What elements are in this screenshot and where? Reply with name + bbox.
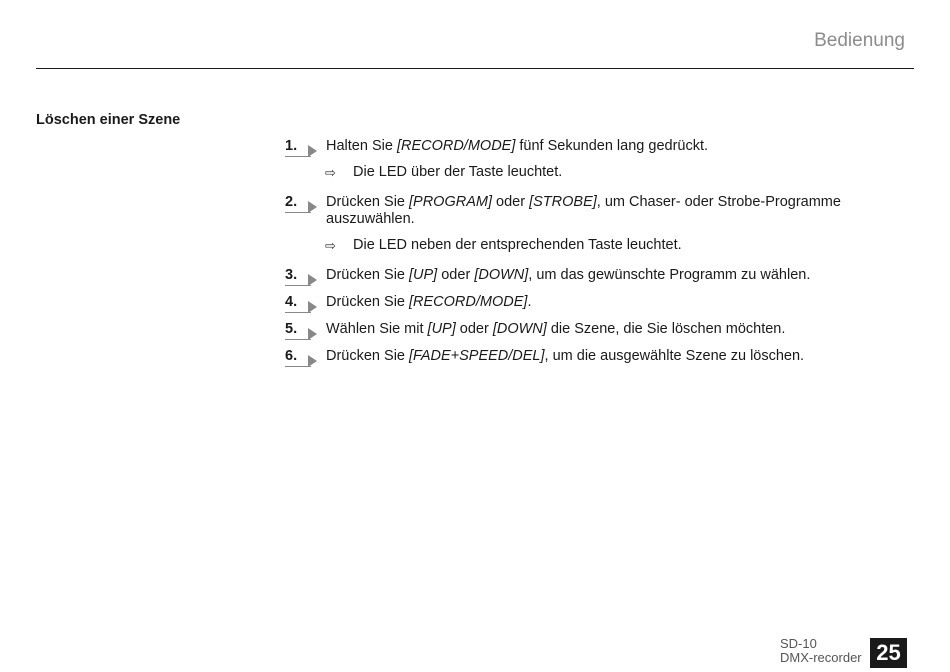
step-3 [285,267,885,284]
step-text-post: . [527,294,532,310]
header-divider [36,68,914,69]
footer-model-info [780,637,862,665]
step-number-marker [285,348,315,368]
step-triangle-icon [308,328,317,340]
step-text-mid: oder [492,194,530,210]
result-arrow-icon: ⇨ [325,165,336,180]
step-text-pre: Wählen Sie mit [326,321,428,337]
step-key: [UP] [409,267,438,283]
step-number: 4. [285,294,298,310]
header-title: Bedienung [814,30,905,51]
result-text: Die LED über der Taste leuchtet. [353,164,563,180]
step-number: 3. [285,267,298,283]
step-triangle-icon [308,301,317,313]
step-key: [PROGRAM] [409,194,492,210]
step-triangle-icon [308,355,317,367]
result-text: Die LED neben der entsprechenden Taste leuchtet. [353,237,682,253]
step-text-post: , um die ausgewählte Szene zu löschen. [544,348,805,364]
result-2 [285,237,885,254]
step-text-post: , um Chaser- oder Strobe-Programme auszuwählen. [326,194,841,227]
step-key-2: [STROBE] [529,194,597,210]
step-triangle-icon [308,201,317,213]
step-text-post: fünf Sekunden lang gedrückt. [515,138,709,154]
step-number-marker [285,294,315,314]
step-4 [285,294,885,311]
step-2 [285,194,885,228]
page-number: 25 [870,638,907,668]
step-key: [RECORD/MODE] [409,294,528,310]
result-1 [285,164,885,181]
step-text-post: die Szene, die Sie löschen möchten. [546,321,786,337]
step-number: 6. [285,348,298,364]
step-text-pre: Halten Sie [326,138,397,154]
step-text-pre: Drücken Sie [326,267,410,283]
section-heading: Löschen einer Szene [36,112,181,128]
step-6 [285,348,885,365]
step-triangle-icon [308,145,317,157]
step-number: 2. [285,194,298,210]
step-key-2: [DOWN] [492,321,547,337]
footer-product: DMX-recorder [780,650,862,665]
step-text-post: , um das gewünschte Programm zu wählen. [528,267,811,283]
step-number-marker [285,138,315,158]
step-text-pre: Drücken Sie [326,348,410,364]
step-key: [UP] [427,321,456,337]
step-key: [RECORD/MODE] [396,138,516,154]
step-number: 1. [285,138,298,154]
step-key-2: [DOWN] [474,267,529,283]
step-triangle-icon [308,274,317,286]
footer-model: SD-10 [780,636,817,651]
step-key: [FADE+SPEED/DEL] [409,348,545,364]
step-text-pre: Drücken Sie [326,294,410,310]
step-number: 5. [285,321,298,337]
step-5 [285,321,885,338]
step-text-pre: Drücken Sie [326,194,410,210]
step-1 [285,138,885,155]
step-text-mid: oder [455,321,493,337]
step-number-marker [285,194,315,214]
step-number-marker [285,267,315,287]
result-arrow-icon: ⇨ [325,238,336,253]
step-text-mid: oder [437,267,475,283]
step-number-marker [285,321,315,341]
steps-list [285,138,885,375]
